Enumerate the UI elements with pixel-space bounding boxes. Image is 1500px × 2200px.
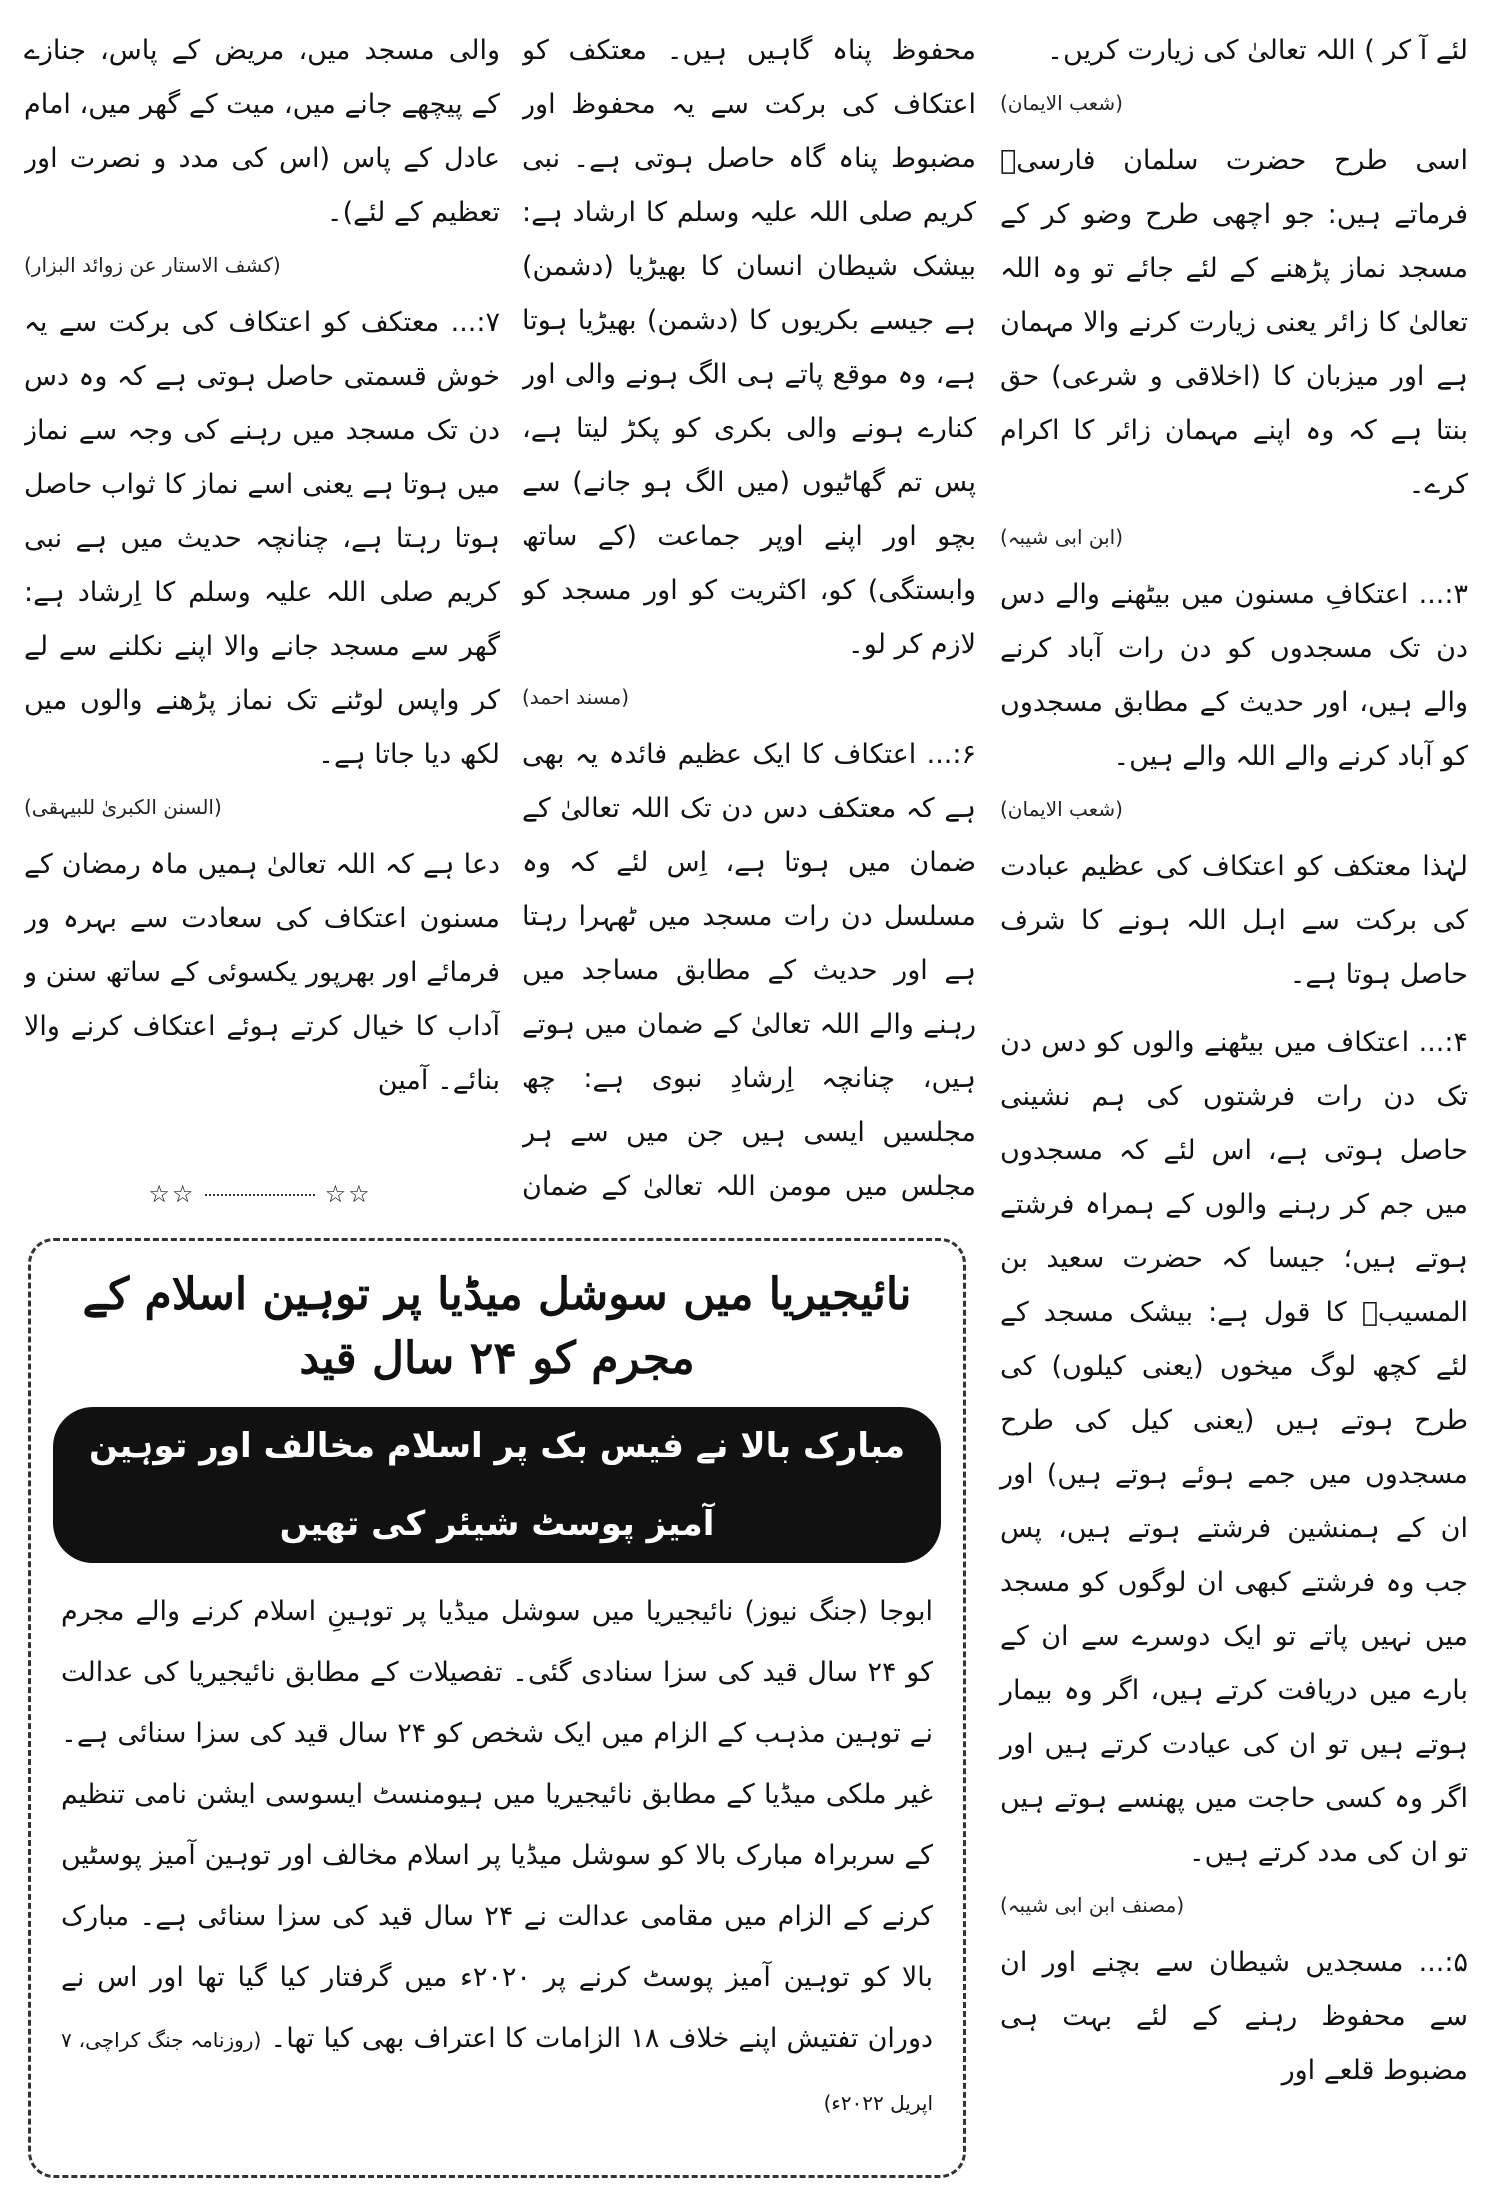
star-ornament: ☆☆ (148, 1180, 196, 1208)
source-citation: (السنن الکبریٰ للبیہقی) (24, 795, 222, 819)
article-column-right (1000, 24, 1468, 2098)
paragraph: لہٰذا معتکف کو اعتکاف کی عظیم عبادت کی برکت سے اہل اللہ ہونے کا شرف حاصل ہوتا ہے۔ (1000, 851, 1468, 990)
source-citation: (ابن ابی شیبہ) (1000, 525, 1124, 549)
source-citation: (شعب الایمان) (1000, 797, 1123, 821)
source-citation: (کشف الاستار عن زوائد البزار) (24, 253, 281, 277)
news-story (61, 1581, 933, 2134)
paragraph: اسی طرح حضرت سلمان فارسیؓ فرماتے ہیں: جو اچھی طرح وضو کر کے مسجد نماز پڑھنے کے لئے جائے تو وہ اللہ تعالیٰ کا زائر یعنی زیارت کرنے والا مہمان ہے اور میزبان کا (اخلاقی و شرعی) حق بنتا ہے کہ وہ اپنے مہمان زائر کا اکرام کرے۔ (1000, 145, 1468, 500)
news-body (61, 1581, 933, 2134)
paragraph: ۴:... اعتکاف میں بیٹھنے والوں کو دس دن تک دن رات فرشتوں کی ہم نشینی حاصل ہوتی ہے، اس لئے کہ مسجدوں میں جم کر رہنے والوں کے ہمراہ فرشتے ہوتے ہیں؛ جیسا کہ حضرت سعید بن المسیبؒ کا قول ہے: بیشک مسجد کے لئے کچھ لوگ میخوں (یعنی کیلوں) کی طرح ہوتے ہیں (یعنی کیل کی طرح مسجدوں میں جمے ہوئے ہوتے ہیں) اور ان کے ہمنشین فرشتے ہوتے ہیں، پس جب وہ فرشتے کبھی ان لوگوں کو مسجد میں نہیں پاتے تو ایک دوسرے سے ان کے بارے میں دریافت کرتے ہیں، اگر وہ بیمار ہوتے ہیں تو ان کی عیادت کرتے ہیں اور اگر وہ کسی حاجت میں پھنسے ہوتے ہیں تو ان کی مدد کرتے ہیں۔ (1000, 1027, 1468, 1868)
article-column-left (24, 24, 500, 1204)
paragraph: والی مسجد میں، مریض کے پاس، جنازے کے پیچھے جانے میں، میت کے گھر میں، امام عادل کے پاس (اس کی مدد و نصرت اور تعظیم کے لئے)۔ (24, 35, 500, 228)
news-headline: نائیجیریا میں سوشل میڈیا پر توہین اسلام کے مجرم کو ۲۴ سال قید (82, 1269, 912, 1384)
news-citation: (روزنامہ جنگ کراچی، ۷ اپریل ۲۰۲۲ء) (61, 2028, 933, 2115)
paragraph: ۶:... اعتکاف کا ایک عظیم فائدہ یہ بھی ہے کہ معتکف دس دن تک اللہ تعالیٰ کے ضمان میں ہوتا ہے، اِس لئے کہ وہ مسلسل دن رات مسجد میں ٹھہرا رہتا ہے اور حدیث کے مطابق مساجد میں رہنے والے اللہ تعالیٰ کے ضمان میں ہوتے ہیں، چنانچہ اِرشادِ نبوی ہے: چھ مجلسیں ایسی ہیں جن میں سے ہر مجلس میں مومن اللہ تعالیٰ کے ضمان (522, 739, 976, 1202)
paragraph: لئے آ کر ) اللہ تعالیٰ کی زیارت کریں۔ (1047, 35, 1468, 66)
news-subheadline-banner: مبارک بالا نے فیس بک پر اسلام مخالف اور توہین آمیز پوسٹ شیئر کی تھیں (53, 1407, 941, 1563)
source-citation: (مصنف ابن ابی شیبہ) (1000, 1893, 1185, 1917)
news-box (28, 1238, 966, 2178)
news-body-text: ابوجا (جنگ نیوز) نائیجیریا میں سوشل میڈیا پر توہینِ اسلام کرنے والے مجرم کو ۲۴ سال قید کی سزا سنادی گئی۔ تفصیلات کے مطابق نائیجیریا کی عدالت نے توہین مذہب کے الزام میں ایک شخص کو ۲۴ سال قید کی سزا سنائی ہے۔ غیر ملکی میڈیا کے مطابق نائیجیریا میں ہیومنسٹ ایسوسی ایشن نامی تنظیم کے سربراہ مبارک بالا کو سوشل میڈیا پر اسلام مخالف اور توہین آمیز پوسٹیں کرنے کے الزام میں مقامی عدالت نے ۲۴ سال قید کی سزا سنائی ہے۔ مبارک بالا کو توہین آمیز پوسٹ کرنے پر ۲۰۲۰ء میں گرفتار کیا گیا تھا اور اس نے دوران تفتیش اپنے خلاف ۱۸ الزامات کا اعتراف بھی کیا تھا۔ (61, 1596, 934, 2054)
dotted-divider (205, 1194, 315, 1196)
end-of-article-stars (100, 1180, 420, 1208)
source-citation: (شعب الایمان) (1000, 91, 1123, 115)
source-citation: (مسند احمد) (522, 685, 630, 709)
paragraph: ۵:... مسجدیں شیطان سے بچنے اور ان سے محفوظ رہنے کے لئے بہت ہی مضبوط قلعے اور (1000, 1947, 1468, 2086)
article-column-middle (522, 24, 976, 1204)
star-ornament: ☆☆ (324, 1180, 372, 1208)
paragraph: ۳:... اعتکافِ مسنون میں بیٹھنے والے دس دن تک مسجدوں کو دن رات آباد کرنے والے ہیں، اور حدیث کے مطابق مسجدوں کو آباد کرنے والے اللہ والے ہیں۔ (1000, 579, 1468, 772)
paragraph: دعا ہے کہ اللہ تعالیٰ ہمیں ماہ رمضان کے مسنون اعتکاف کی سعادت سے بہرہ ور فرمائے اور بھرپور یکسوئی کے ساتھ سنن و آداب کا خیال کرتے ہوئے اعتکاف کرنے والا بنائے۔ آمین (24, 849, 500, 1096)
paragraph: ۷:... معتکف کو اعتکاف کی برکت سے یہ خوش قسمتی حاصل ہوتی ہے کہ وہ دس دن تک مسجد میں رہنے کی وجہ سے نماز میں ہوتا ہے یعنی اسے نماز کا ثواب حاصل ہوتا رہتا ہے، چنانچہ حدیث میں ہے نبی کریم صلی اللہ علیہ وسلم کا اِرشاد ہے: گھر سے مسجد جانے والا اپنے نکلنے سے لے کر واپس لوٹنے تک نماز پڑھنے والوں میں لکھ دیا جاتا ہے۔ (24, 307, 500, 770)
paragraph: محفوظ پناہ گاہیں ہیں۔ معتکف کو اعتکاف کی برکت سے یہ محفوظ اور مضبوط پناہ گاہ حاصل ہوتی ہے۔ نبی کریم صلی اللہ علیہ وسلم کا ارشاد ہے: بیشک شیطان انسان کا بھیڑیا (دشمن) ہے جیسے بکریوں کا (دشمن) بھیڑیا ہوتا ہے، وہ موقع پاتے ہی الگ ہونے والی اور کنارے ہونے والی بکری کو پکڑ لیتا ہے، پس تم گھاٹیوں (میں الگ ہو جانے) سے بچو اور اپنے اوپر جماعت (کے ساتھ وابستگی) کو، اکثریت کو اور مسجد کو لازم کر لو۔ (522, 35, 976, 660)
